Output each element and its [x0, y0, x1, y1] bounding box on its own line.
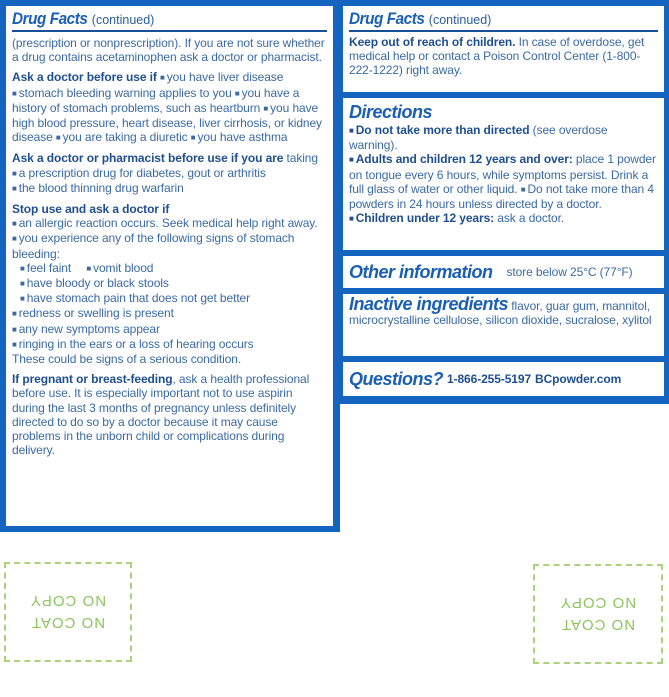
stop-use-subitem: ■ feel faint [20, 261, 71, 275]
stop-use-footer: These could be signs of a serious condition. [12, 352, 242, 367]
stop-use-section [12, 202, 327, 366]
no-coat-stamp-left [4, 562, 132, 662]
directions-item-bold: ■ Do not take more than directed [349, 123, 529, 137]
right-header-subtitle: (continued) [428, 13, 492, 27]
keep-out-heading: Keep out of reach of children. [349, 35, 516, 49]
left-header [12, 6, 327, 32]
inactive-ingredients-text: flavor, guar gum, mannitol, microcrystalline cellulose, silicon dioxide, sucralose, xylitol [349, 299, 652, 328]
right-header-title: Drug Facts [349, 9, 425, 28]
ask-doctor-heading: Ask a doctor before use if [12, 70, 157, 85]
keep-out-box [343, 6, 664, 92]
other-info-title: Other information [349, 261, 493, 282]
directions-body [349, 123, 658, 226]
ask-doctor-item: ■ stomach bleeding warning applies to you [12, 86, 232, 100]
questions-phone: 1-866-255-5197 [447, 371, 532, 386]
stop-use-heading: Stop use and ask a doctor if [12, 202, 170, 217]
ask-doctor-item: ■ you are taking a diuretic [56, 130, 188, 144]
directions-item-text: (see overdose warning). [349, 123, 608, 153]
stamp-line-copy: NO COPY [559, 594, 637, 612]
ask-doctor-item: ■ you have a history of stomach problems, such as heartburn [12, 86, 299, 115]
stamp-line-coat: NO COAT [560, 616, 636, 634]
stop-use-item: ■ you experience any of the following signs of stomach bleeding: [12, 231, 294, 260]
directions-item-text: place 1 powder on tongue every 6 hours, while symptoms persist. Drink a full glass of water or other liquid. [349, 152, 656, 196]
stop-use-subitems-row [12, 261, 327, 276]
left-drug-facts-panel [0, 0, 340, 532]
ask-pharmacist-item: ■ the blood thinning drug warfarin [12, 181, 327, 196]
stop-use-item: ■ ringing in the ears or a loss of hearing occurs [12, 337, 327, 352]
ask-doctor-item: ■ you have high blood pressure, heart disease, liver cirrhosis, or kidney disease [12, 101, 322, 144]
directions-item-bold: ■ Children under 12 years: [349, 211, 494, 225]
stamp-line-copy: NO COPY [29, 592, 107, 610]
ask-pharmacist-section [12, 151, 327, 196]
directions-item-text: ■ Do not take more than 4 powders in 24 hours unless directed by a doctor. [349, 182, 654, 211]
directions-box [343, 98, 664, 250]
stop-use-subitem: ■ vomit blood [86, 261, 153, 275]
directions-item [349, 211, 658, 226]
directions-item-text: ask a doctor. [497, 211, 565, 226]
questions-title: Questions? [349, 368, 444, 389]
inactive-ingredients-title: Inactive ingredients [349, 294, 509, 314]
stop-use-subitem: ■ have stomach pain that does not get better [12, 291, 327, 306]
inactive-ingredients-box [343, 294, 664, 356]
pregnant-text: , ask a health professional before use. It is especially important not to use aspirin during the last 3 months of pregnancy unless definitely directed to do so by a doctor because it may cause problems in the unborn child or complications during delivery. [12, 372, 310, 458]
ask-pharmacist-heading: Ask a doctor or pharmacist before use if you are [12, 151, 284, 166]
ask-pharmacist-lead: taking [286, 151, 318, 166]
left-header-title: Drug Facts [12, 9, 88, 28]
ask-doctor-item: ■ you have asthma [191, 130, 288, 144]
other-info-text: store below 25°C (77°F) [506, 264, 633, 279]
directions-item [349, 152, 658, 211]
stamp-line-coat: NO COAT [30, 614, 106, 632]
pregnant-heading: If pregnant or breast-feeding [12, 372, 173, 387]
left-content-box [6, 6, 333, 526]
inactive-ingredients-section [349, 294, 658, 328]
stop-use-item: ■ an allergic reaction occurs. Seek medical help right away. [12, 216, 318, 230]
other-info-box [343, 256, 664, 288]
right-header [349, 6, 658, 32]
ask-pharmacist-item: ■ a prescription drug for diabetes, gout or arthritis [12, 166, 327, 181]
directions-item [349, 123, 658, 152]
stop-use-item: ■ redness or swelling is present [12, 306, 327, 321]
ask-doctor-item: ■ you have liver disease [160, 70, 283, 84]
pregnant-section [12, 372, 327, 457]
ask-doctor-section [12, 70, 327, 145]
stop-use-item: ■ any new symptoms appear [12, 322, 327, 337]
no-coat-stamp-right [533, 564, 663, 664]
keep-out-text: In case of overdose, get medical help or contact a Poison Control Center (1-800-222-1222) right away. [349, 35, 645, 78]
left-header-subtitle: (continued) [91, 13, 155, 27]
acetaminophen-intro: (prescription or nonprescription). If you are not sure whether a drug contains acetaminophen ask a doctor or pharmacist. [12, 36, 325, 65]
questions-website: BCpowder.com [535, 371, 622, 386]
right-drug-facts-panel [338, 0, 669, 404]
stop-use-subitem: ■ have bloody or black stools [12, 276, 327, 291]
questions-box [343, 362, 664, 396]
keep-out-section [349, 35, 658, 78]
directions-title: Directions [349, 102, 433, 122]
directions-item-bold: ■ Adults and children 12 years and over: [349, 152, 573, 166]
